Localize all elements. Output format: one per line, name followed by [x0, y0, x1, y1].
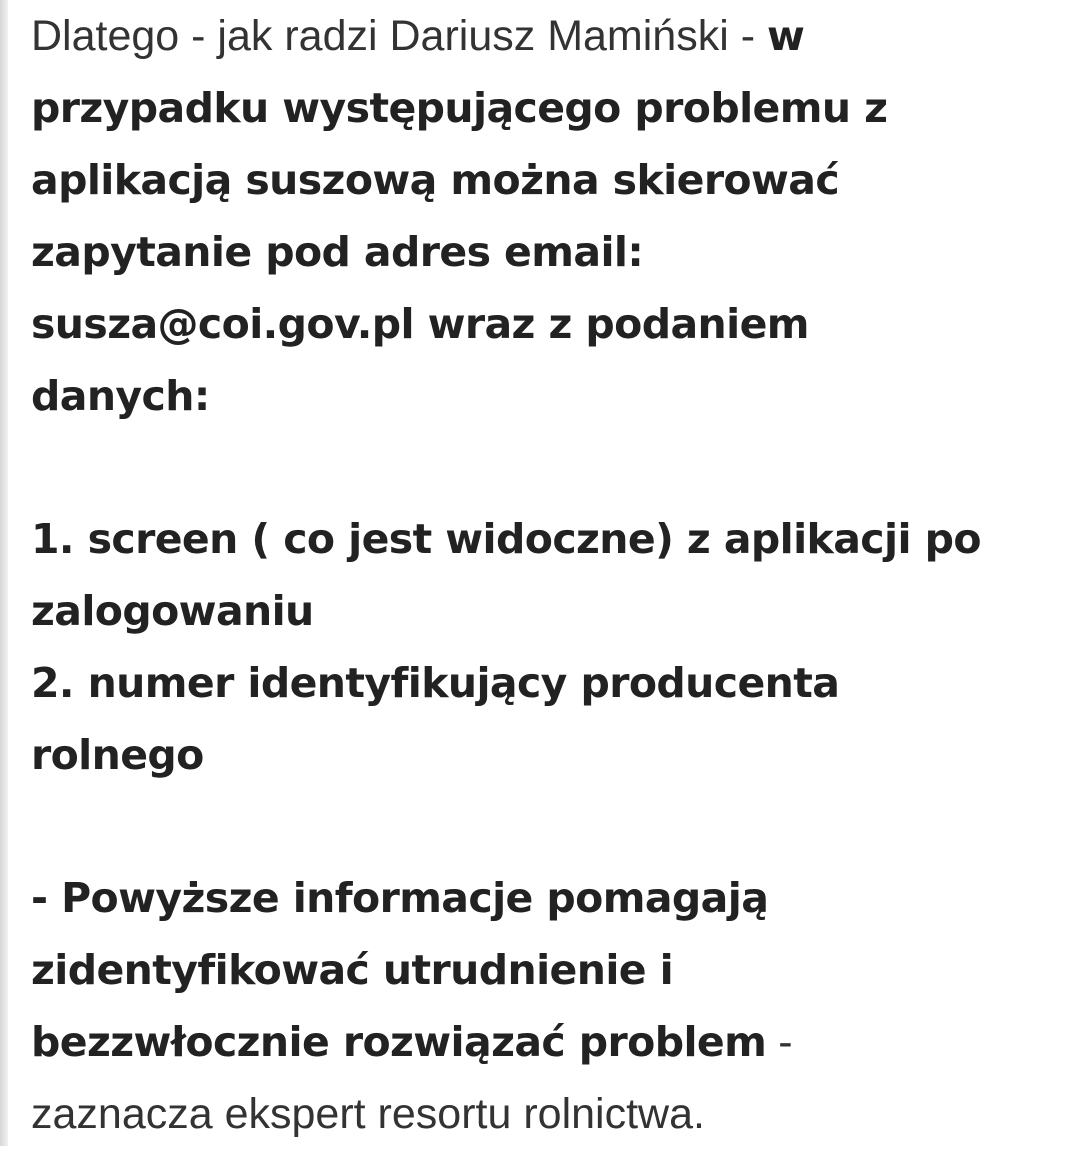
intro-bold-line-5: danych: [31, 372, 210, 420]
list-item-2: 2. numer identyfikujący producenta [31, 659, 840, 707]
intro-email-line: susza@coi.gov.pl wraz z podaniem [31, 300, 809, 348]
paragraph-spacer [31, 791, 1071, 862]
conclusion-line-3 [31, 1006, 1071, 1078]
list-item-1-continued: zalogowaniu [31, 587, 314, 635]
intro-bold-start: w [766, 12, 805, 60]
list-item-1: 1. screen ( co jest widoczne) z aplikacji po [31, 515, 981, 563]
article-text [31, 0, 1071, 1150]
conclusion-dash: - [766, 1018, 793, 1066]
page-edge-shadow [0, 0, 8, 1146]
conclusion-line-2: zidentyfikować utrudnienie i [31, 946, 674, 994]
intro-bold-line-1: przypadku występującego problemu z [31, 84, 888, 132]
intro-line-1 [31, 0, 1071, 72]
conclusion-line-1: - Powyższe informacje pomagają [31, 874, 769, 922]
conclusion-bold-end: bezzwłocznie rozwiązać problem [31, 1018, 767, 1066]
intro-bold-line-2: aplikacją suszową można skierować [31, 156, 840, 204]
paragraph-spacer [31, 432, 1071, 503]
intro-lead: Dlatego - jak radzi Dariusz Mamiński - [31, 12, 767, 60]
attribution: zaznacza ekspert resortu rolnictwa. [31, 1090, 705, 1138]
list-item-2-continued: rolnego [31, 731, 204, 779]
intro-bold-line-3: zapytanie pod adres email: [31, 228, 644, 276]
